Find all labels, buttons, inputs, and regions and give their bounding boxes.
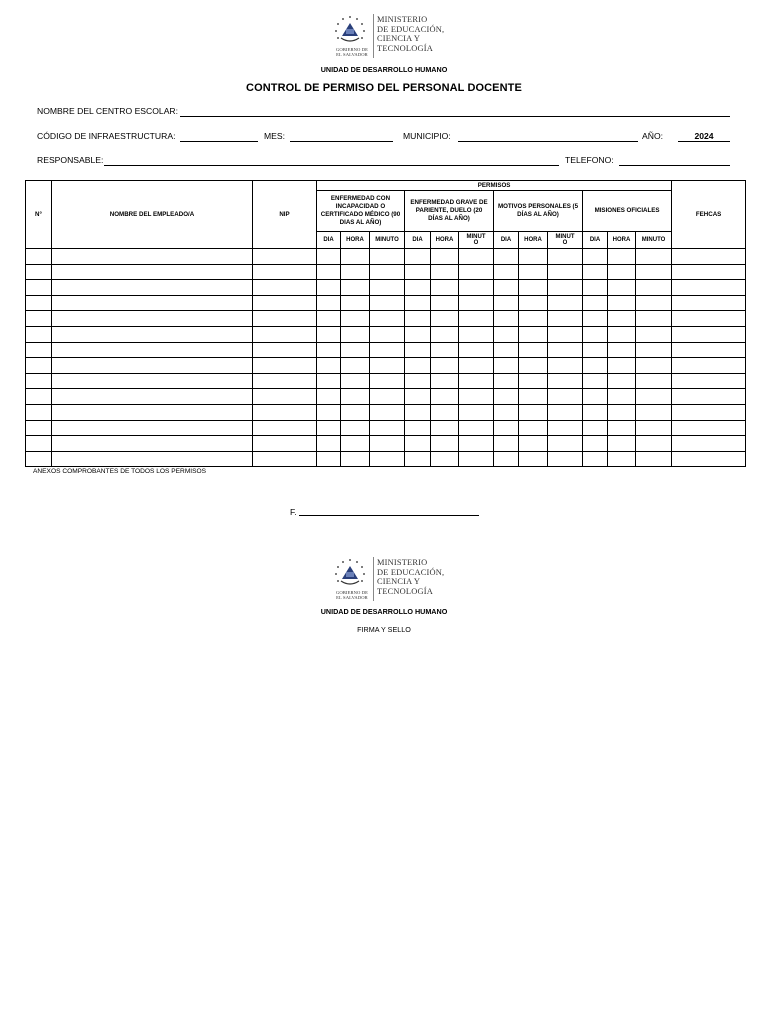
hour-cell[interactable] xyxy=(519,389,548,405)
phone-label: TELEFONO: xyxy=(565,155,614,165)
employee-name-cell[interactable] xyxy=(52,295,253,311)
minute-cell[interactable] xyxy=(548,404,583,420)
nip-cell[interactable] xyxy=(253,420,317,436)
hour-cell[interactable] xyxy=(431,420,459,436)
day-cell[interactable] xyxy=(583,436,608,452)
minute-cell[interactable] xyxy=(459,389,494,405)
minute-cell[interactable] xyxy=(459,342,494,358)
hour-cell[interactable] xyxy=(608,249,636,265)
hour-cell[interactable] xyxy=(341,451,370,467)
responsible-field[interactable] xyxy=(104,165,559,166)
group-illness-certificate: ENFERMEDAD CON INCAPACIDAD O CERTIFICADO MÉDICO (90 DIAS AL AÑO) xyxy=(317,191,405,232)
table-row xyxy=(26,311,746,327)
nip-cell[interactable] xyxy=(253,326,317,342)
municipality-label: MUNICIPIO: xyxy=(403,131,451,141)
minute-cell[interactable] xyxy=(548,311,583,327)
minute-cell[interactable] xyxy=(636,342,672,358)
hour-cell[interactable] xyxy=(341,295,370,311)
row-number-cell[interactable] xyxy=(26,436,52,452)
table-body xyxy=(26,249,746,467)
hour-cell[interactable] xyxy=(519,326,548,342)
hour-cell[interactable] xyxy=(519,404,548,420)
row-number-cell[interactable] xyxy=(26,326,52,342)
employee-name-cell[interactable] xyxy=(52,404,253,420)
day-cell[interactable] xyxy=(583,389,608,405)
ministry-logo-top xyxy=(331,14,445,60)
minute-cell[interactable] xyxy=(459,280,494,296)
table-row xyxy=(26,249,746,265)
nip-cell[interactable] xyxy=(253,264,317,280)
sub-header-day: DIA xyxy=(583,232,608,249)
row-number-cell[interactable] xyxy=(26,358,52,374)
table-row xyxy=(26,280,746,296)
dates-cell[interactable] xyxy=(672,436,746,452)
day-cell[interactable] xyxy=(317,311,341,327)
day-cell[interactable] xyxy=(583,420,608,436)
dates-cell[interactable] xyxy=(672,358,746,374)
hour-cell[interactable] xyxy=(608,451,636,467)
row-number-cell[interactable] xyxy=(26,249,52,265)
hour-cell[interactable] xyxy=(519,342,548,358)
day-cell[interactable] xyxy=(494,451,519,467)
minute-cell[interactable] xyxy=(370,451,405,467)
el-salvador-coat-of-arms-icon xyxy=(331,14,369,50)
school-name-field[interactable] xyxy=(180,116,730,117)
dates-cell[interactable] xyxy=(672,326,746,342)
day-cell[interactable] xyxy=(494,264,519,280)
dates-cell[interactable] xyxy=(672,451,746,467)
table-row xyxy=(26,420,746,436)
day-cell[interactable] xyxy=(317,264,341,280)
group-personal-reasons: MOTIVOS PERSONALES (5 DÍAS AL AÑO) xyxy=(494,191,583,232)
hour-cell[interactable] xyxy=(608,342,636,358)
day-cell[interactable] xyxy=(494,436,519,452)
hour-cell[interactable] xyxy=(431,436,459,452)
minute-cell[interactable] xyxy=(459,436,494,452)
day-cell[interactable] xyxy=(494,420,519,436)
nip-cell[interactable] xyxy=(253,249,317,265)
hour-cell[interactable] xyxy=(431,404,459,420)
day-cell[interactable] xyxy=(583,358,608,374)
minute-cell[interactable] xyxy=(636,451,672,467)
permisos-header: PERMISOS xyxy=(317,181,672,191)
minute-cell[interactable] xyxy=(636,280,672,296)
sub-header-minute: MINUTO xyxy=(370,232,405,249)
column-header-nip: NIP xyxy=(253,181,317,249)
minute-cell[interactable] xyxy=(459,358,494,374)
employee-name-cell[interactable] xyxy=(52,342,253,358)
sub-header-minute: MINUT O xyxy=(459,232,494,249)
group-official-missions: MISIONES OFICIALES xyxy=(583,191,672,232)
minute-cell[interactable] xyxy=(636,249,672,265)
hour-cell[interactable] xyxy=(608,280,636,296)
hour-cell[interactable] xyxy=(341,358,370,374)
minute-cell[interactable] xyxy=(636,373,672,389)
hour-cell[interactable] xyxy=(608,373,636,389)
day-cell[interactable] xyxy=(494,280,519,296)
day-cell[interactable] xyxy=(583,311,608,327)
minute-cell[interactable] xyxy=(636,358,672,374)
row-number-cell[interactable] xyxy=(26,404,52,420)
signature-line[interactable] xyxy=(299,515,479,516)
hour-cell[interactable] xyxy=(341,326,370,342)
infrastructure-code-field[interactable] xyxy=(180,141,258,142)
sub-header-day: DIA xyxy=(494,232,519,249)
day-cell[interactable] xyxy=(405,404,431,420)
hour-cell[interactable] xyxy=(341,249,370,265)
day-cell[interactable] xyxy=(405,436,431,452)
dates-cell[interactable] xyxy=(672,420,746,436)
minute-cell[interactable] xyxy=(636,404,672,420)
minute-cell[interactable] xyxy=(548,420,583,436)
employee-name-cell[interactable] xyxy=(52,326,253,342)
hour-cell[interactable] xyxy=(519,436,548,452)
day-cell[interactable] xyxy=(405,451,431,467)
minute-cell[interactable] xyxy=(636,420,672,436)
hour-cell[interactable] xyxy=(341,280,370,296)
hour-cell[interactable] xyxy=(431,358,459,374)
hour-cell[interactable] xyxy=(519,373,548,389)
employee-name-cell[interactable] xyxy=(52,436,253,452)
day-cell[interactable] xyxy=(317,358,341,374)
day-cell[interactable] xyxy=(405,358,431,374)
minute-cell[interactable] xyxy=(636,264,672,280)
footer-unit-name: UNIDAD DE DESARROLLO HUMANO xyxy=(320,607,448,616)
sub-header-hour: HORA xyxy=(431,232,459,249)
day-cell[interactable] xyxy=(494,373,519,389)
month-label: MES: xyxy=(264,131,286,141)
day-cell[interactable] xyxy=(583,451,608,467)
day-cell[interactable] xyxy=(583,404,608,420)
column-header-number: N° xyxy=(26,181,52,249)
day-cell[interactable] xyxy=(583,342,608,358)
row-number-cell[interactable] xyxy=(26,420,52,436)
dates-cell[interactable] xyxy=(672,373,746,389)
page-title: CONTROL DE PERMISO DEL PERSONAL DOCENTE xyxy=(246,82,522,94)
nip-cell[interactable] xyxy=(253,373,317,389)
column-header-dates: FEHCAS xyxy=(672,181,746,249)
nip-cell[interactable] xyxy=(253,404,317,420)
minute-cell[interactable] xyxy=(459,295,494,311)
logo-divider xyxy=(373,14,374,58)
employee-name-cell[interactable] xyxy=(52,311,253,327)
minute-cell[interactable] xyxy=(459,249,494,265)
table-row xyxy=(26,295,746,311)
day-cell[interactable] xyxy=(583,295,608,311)
minute-cell[interactable] xyxy=(370,358,405,374)
hour-cell[interactable] xyxy=(608,420,636,436)
hour-cell[interactable] xyxy=(608,326,636,342)
day-cell[interactable] xyxy=(494,295,519,311)
hour-cell[interactable] xyxy=(608,295,636,311)
minute-cell[interactable] xyxy=(370,295,405,311)
minute-cell[interactable] xyxy=(370,264,405,280)
government-label: GOBIERNO DE EL SALVADOR xyxy=(335,47,369,57)
phone-field[interactable] xyxy=(619,165,730,166)
hour-cell[interactable] xyxy=(341,373,370,389)
year-label: AÑO: xyxy=(642,131,664,141)
sub-header-minute: MINUT O xyxy=(548,232,583,249)
minute-cell[interactable] xyxy=(459,373,494,389)
sub-header-hour: HORA xyxy=(608,232,636,249)
hour-cell[interactable] xyxy=(431,373,459,389)
hour-cell[interactable] xyxy=(608,358,636,374)
day-cell[interactable] xyxy=(405,280,431,296)
employee-name-cell[interactable] xyxy=(52,451,253,467)
row-number-cell[interactable] xyxy=(26,389,52,405)
nip-cell[interactable] xyxy=(253,436,317,452)
day-cell[interactable] xyxy=(317,295,341,311)
row-number-cell[interactable] xyxy=(26,311,52,327)
minute-cell[interactable] xyxy=(370,249,405,265)
sub-header-hour: HORA xyxy=(519,232,548,249)
minute-cell[interactable] xyxy=(636,295,672,311)
hour-cell[interactable] xyxy=(341,311,370,327)
table-row xyxy=(26,404,746,420)
employee-name-cell[interactable] xyxy=(52,389,253,405)
minute-cell[interactable] xyxy=(636,389,672,405)
table-row xyxy=(26,373,746,389)
day-cell[interactable] xyxy=(317,373,341,389)
minute-cell[interactable] xyxy=(636,436,672,452)
ministry-name: MINISTERIO DE EDUCACIÓN, CIENCIA Y TECNOLOGÍA xyxy=(377,15,445,53)
group-relative-illness-mourning: ENFERMEDAD GRAVE DE PARIENTE, DUELO (20 DÍAS AL AÑO) xyxy=(405,191,494,232)
hour-cell[interactable] xyxy=(431,249,459,265)
hour-cell[interactable] xyxy=(431,280,459,296)
nip-cell[interactable] xyxy=(253,389,317,405)
minute-cell[interactable] xyxy=(636,311,672,327)
minute-cell[interactable] xyxy=(548,249,583,265)
hour-cell[interactable] xyxy=(519,280,548,296)
day-cell[interactable] xyxy=(405,295,431,311)
year-field-underline xyxy=(678,141,730,142)
day-cell[interactable] xyxy=(405,326,431,342)
minute-cell[interactable] xyxy=(548,280,583,296)
government-label: GOBIERNO DE EL SALVADOR xyxy=(335,590,369,600)
hour-cell[interactable] xyxy=(431,326,459,342)
hour-cell[interactable] xyxy=(519,451,548,467)
day-cell[interactable] xyxy=(583,249,608,265)
minute-cell[interactable] xyxy=(459,404,494,420)
employee-name-cell[interactable] xyxy=(52,358,253,374)
day-cell[interactable] xyxy=(494,342,519,358)
table-row xyxy=(26,342,746,358)
ministry-logo-bottom xyxy=(331,557,445,603)
minute-cell[interactable] xyxy=(370,280,405,296)
day-cell[interactable] xyxy=(317,404,341,420)
dates-cell[interactable] xyxy=(672,311,746,327)
day-cell[interactable] xyxy=(405,420,431,436)
nip-cell[interactable] xyxy=(253,295,317,311)
hour-cell[interactable] xyxy=(608,264,636,280)
municipality-field[interactable] xyxy=(458,141,638,142)
employee-name-cell[interactable] xyxy=(52,280,253,296)
table-row xyxy=(26,451,746,467)
day-cell[interactable] xyxy=(494,358,519,374)
ministry-name: MINISTERIO DE EDUCACIÓN, CIENCIA Y TECNOLOGÍA xyxy=(377,558,445,596)
day-cell[interactable] xyxy=(583,373,608,389)
hour-cell[interactable] xyxy=(341,264,370,280)
minute-cell[interactable] xyxy=(548,342,583,358)
el-salvador-coat-of-arms-icon xyxy=(331,557,369,593)
table-row xyxy=(26,389,746,405)
day-cell[interactable] xyxy=(317,280,341,296)
employee-name-cell[interactable] xyxy=(52,249,253,265)
minute-cell[interactable] xyxy=(370,420,405,436)
hour-cell[interactable] xyxy=(431,451,459,467)
hour-cell[interactable] xyxy=(431,342,459,358)
hour-cell[interactable] xyxy=(431,264,459,280)
day-cell[interactable] xyxy=(317,451,341,467)
hour-cell[interactable] xyxy=(341,420,370,436)
nip-cell[interactable] xyxy=(253,311,317,327)
employee-name-cell[interactable] xyxy=(52,420,253,436)
minute-cell[interactable] xyxy=(548,436,583,452)
annex-note: ANEXOS COMPROBANTES DE TODOS LOS PERMISOS xyxy=(33,468,207,475)
minute-cell[interactable] xyxy=(548,389,583,405)
sub-header-day: DIA xyxy=(405,232,431,249)
day-cell[interactable] xyxy=(317,436,341,452)
hour-cell[interactable] xyxy=(519,295,548,311)
table-row xyxy=(26,436,746,452)
hour-cell[interactable] xyxy=(608,436,636,452)
minute-cell[interactable] xyxy=(370,436,405,452)
signature-prefix: F. xyxy=(290,507,297,517)
nip-cell[interactable] xyxy=(253,451,317,467)
sub-header-day: DIA xyxy=(317,232,341,249)
day-cell[interactable] xyxy=(405,311,431,327)
minute-cell[interactable] xyxy=(548,373,583,389)
minute-cell[interactable] xyxy=(370,311,405,327)
minute-cell[interactable] xyxy=(548,451,583,467)
dates-cell[interactable] xyxy=(672,280,746,296)
day-cell[interactable] xyxy=(494,404,519,420)
day-cell[interactable] xyxy=(494,389,519,405)
hour-cell[interactable] xyxy=(519,358,548,374)
day-cell[interactable] xyxy=(317,389,341,405)
day-cell[interactable] xyxy=(494,311,519,327)
day-cell[interactable] xyxy=(583,326,608,342)
day-cell[interactable] xyxy=(405,264,431,280)
month-field[interactable] xyxy=(290,141,393,142)
day-cell[interactable] xyxy=(405,389,431,405)
infrastructure-code-label: CÓDIGO DE INFRAESTRUCTURA: xyxy=(37,131,176,141)
hour-cell[interactable] xyxy=(608,389,636,405)
minute-cell[interactable] xyxy=(459,420,494,436)
minute-cell[interactable] xyxy=(636,326,672,342)
logo-divider xyxy=(373,557,374,601)
table-row xyxy=(26,358,746,374)
day-cell[interactable] xyxy=(583,264,608,280)
hour-cell[interactable] xyxy=(519,264,548,280)
unit-name: UNIDAD DE DESARROLLO HUMANO xyxy=(320,65,448,74)
row-number-cell[interactable] xyxy=(26,373,52,389)
dates-cell[interactable] xyxy=(672,342,746,358)
day-cell[interactable] xyxy=(317,326,341,342)
hour-cell[interactable] xyxy=(431,311,459,327)
responsible-label: RESPONSABLE: xyxy=(37,155,104,165)
minute-cell[interactable] xyxy=(459,451,494,467)
minute-cell[interactable] xyxy=(370,326,405,342)
minute-cell[interactable] xyxy=(548,264,583,280)
employee-name-cell[interactable] xyxy=(52,264,253,280)
nip-cell[interactable] xyxy=(253,280,317,296)
hour-cell[interactable] xyxy=(341,389,370,405)
row-number-cell[interactable] xyxy=(26,280,52,296)
dates-cell[interactable] xyxy=(672,264,746,280)
day-cell[interactable] xyxy=(405,342,431,358)
hour-cell[interactable] xyxy=(341,404,370,420)
minute-cell[interactable] xyxy=(459,311,494,327)
school-name-label: NOMBRE DEL CENTRO ESCOLAR: xyxy=(37,106,179,116)
minute-cell[interactable] xyxy=(459,264,494,280)
hour-cell[interactable] xyxy=(431,389,459,405)
nip-cell[interactable] xyxy=(253,358,317,374)
minute-cell[interactable] xyxy=(548,326,583,342)
day-cell[interactable] xyxy=(494,249,519,265)
day-cell[interactable] xyxy=(317,249,341,265)
permissions-table xyxy=(25,180,746,467)
minute-cell[interactable] xyxy=(370,404,405,420)
row-number-cell[interactable] xyxy=(26,342,52,358)
dates-cell[interactable] xyxy=(672,404,746,420)
year-value[interactable]: 2024 xyxy=(694,131,714,141)
minute-cell[interactable] xyxy=(548,358,583,374)
hour-cell[interactable] xyxy=(341,342,370,358)
minute-cell[interactable] xyxy=(370,389,405,405)
day-cell[interactable] xyxy=(494,326,519,342)
hour-cell[interactable] xyxy=(341,436,370,452)
hour-cell[interactable] xyxy=(608,404,636,420)
hour-cell[interactable] xyxy=(431,295,459,311)
row-number-cell[interactable] xyxy=(26,264,52,280)
hour-cell[interactable] xyxy=(519,249,548,265)
signature-stamp-label: FIRMA Y SELLO xyxy=(357,625,411,634)
dates-cell[interactable] xyxy=(672,295,746,311)
employee-name-cell[interactable] xyxy=(52,373,253,389)
hour-cell[interactable] xyxy=(608,311,636,327)
table-row xyxy=(26,326,746,342)
nip-cell[interactable] xyxy=(253,342,317,358)
day-cell[interactable] xyxy=(405,373,431,389)
dates-cell[interactable] xyxy=(672,249,746,265)
minute-cell[interactable] xyxy=(370,373,405,389)
hour-cell[interactable] xyxy=(519,311,548,327)
sub-header-hour: HORA xyxy=(341,232,370,249)
day-cell[interactable] xyxy=(317,420,341,436)
dates-cell[interactable] xyxy=(672,389,746,405)
minute-cell[interactable] xyxy=(459,326,494,342)
row-number-cell[interactable] xyxy=(26,295,52,311)
row-number-cell[interactable] xyxy=(26,451,52,467)
column-header-employee-name: NOMBRE DEL EMPLEADO/A xyxy=(52,181,253,249)
minute-cell[interactable] xyxy=(370,342,405,358)
table-row xyxy=(26,264,746,280)
day-cell[interactable] xyxy=(317,342,341,358)
day-cell[interactable] xyxy=(583,280,608,296)
day-cell[interactable] xyxy=(405,249,431,265)
hour-cell[interactable] xyxy=(519,420,548,436)
minute-cell[interactable] xyxy=(548,295,583,311)
sub-header-minute: MINUTO xyxy=(636,232,672,249)
